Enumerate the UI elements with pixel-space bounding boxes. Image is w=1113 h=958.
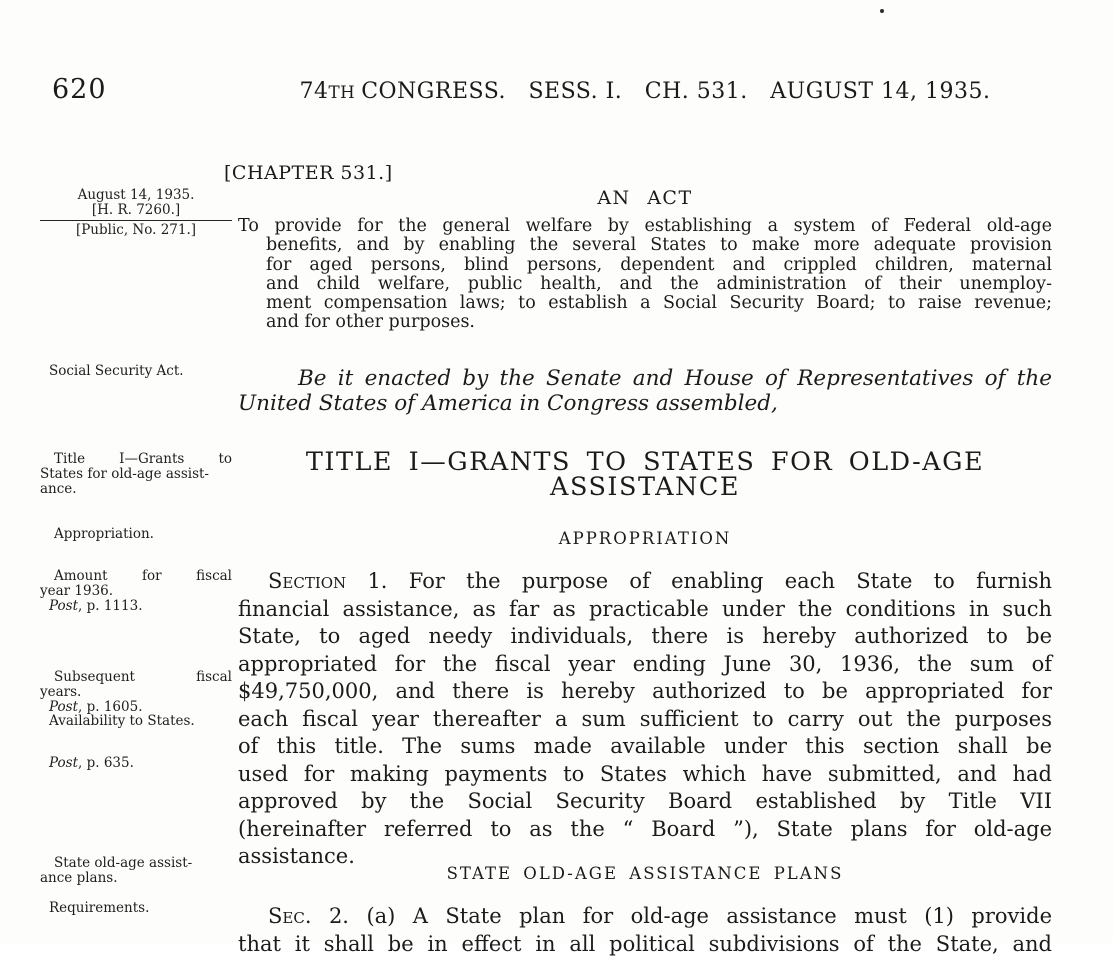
an-act-heading: AN ACT bbox=[238, 187, 1052, 209]
margin-title1-l1: Title I—Grants to bbox=[40, 452, 232, 467]
margin-bill-number: [H. R. 7260.] bbox=[40, 203, 232, 218]
margin-note-title1 bbox=[40, 452, 232, 497]
enacting-clause-line: United States of America in Congress assembled, bbox=[238, 392, 1052, 417]
post-ref-italic: Post bbox=[49, 699, 78, 715]
margin-post-635 bbox=[40, 756, 232, 771]
running-head-chapter: CH. 531. bbox=[645, 79, 748, 104]
section-1-line: assistance. bbox=[238, 843, 1052, 871]
running-head-congress-number: 74 bbox=[299, 79, 328, 104]
preamble-line: ment compensation laws; to establish a Social Security Board; to raise revenue; bbox=[238, 294, 1052, 313]
section-1-line: (hereinafter referred to as the “ Board ”), State plans for old-age bbox=[238, 816, 1052, 844]
section-2-lead: Sec. 2. bbox=[268, 904, 349, 928]
margin-public-number: [Public, No. 271.] bbox=[40, 223, 232, 238]
scan-artifact-dot bbox=[880, 9, 884, 13]
running-head-session: SESS. I. bbox=[528, 79, 622, 104]
post-ref-page: , p. 1605. bbox=[78, 699, 142, 715]
preamble-line: and child welfare, public health, and the administration of their unemploy- bbox=[238, 275, 1052, 294]
enacting-clause bbox=[238, 367, 1052, 416]
act-preamble bbox=[238, 217, 1052, 333]
margin-note-act-name bbox=[40, 364, 232, 379]
section-1-line-text: For the purpose of enabling each State to furnish bbox=[388, 569, 1053, 593]
margin-appropriation: Appropriation. bbox=[40, 527, 232, 542]
margin-state-plans-l1: State old-age assist- bbox=[40, 856, 232, 871]
state-plans-heading: STATE OLD-AGE ASSISTANCE PLANS bbox=[238, 864, 1052, 883]
running-head-ordinal: TH bbox=[328, 82, 355, 102]
section-1-line: of this title. The sums made available under this section shall be bbox=[238, 733, 1052, 761]
margin-note-date-bill bbox=[40, 188, 232, 238]
post-ref-page: , p. 635. bbox=[78, 755, 134, 771]
preamble-line: benefits, and by enabling the several States to make more adequate provision bbox=[238, 236, 1052, 255]
section-2-paragraph bbox=[238, 903, 1052, 958]
post-ref-page: , p. 1113. bbox=[78, 598, 142, 614]
chapter-heading: [CHAPTER 531.] bbox=[224, 162, 393, 184]
section-1-line: approved by the Social Security Board established by Title VII bbox=[238, 788, 1052, 816]
margin-amount-l2: year 1936. bbox=[40, 584, 232, 599]
margin-requirements: Requirements. bbox=[40, 901, 232, 916]
margin-note-post-635 bbox=[40, 756, 232, 771]
margin-subsequent-l2: years. bbox=[40, 685, 232, 700]
margin-amount-post bbox=[40, 599, 232, 614]
section-1-line: State, to aged needy individuals, there is hereby authorized to be bbox=[238, 623, 1052, 651]
section-2-line: that it shall be in effect in all political subdivisions of the State, and bbox=[238, 931, 1052, 958]
margin-act-name: Social Security Act. bbox=[40, 364, 232, 379]
margin-availability: Availability to States. bbox=[40, 714, 232, 729]
margin-subsequent-l1: Subsequent fiscal bbox=[40, 670, 232, 685]
section-1-line bbox=[238, 568, 1052, 596]
margin-note-requirements bbox=[40, 901, 232, 916]
appropriation-heading: APPROPRIATION bbox=[238, 529, 1052, 548]
title1-heading-line: TITLE I—GRANTS TO STATES FOR OLD-AGE bbox=[238, 450, 1052, 475]
post-ref-italic: Post bbox=[49, 598, 78, 614]
running-head-date: AUGUST 14, 1935. bbox=[770, 79, 990, 104]
title1-heading-line: ASSISTANCE bbox=[238, 475, 1052, 500]
section-1-lead: Section 1. bbox=[268, 569, 388, 593]
margin-note-amount bbox=[40, 569, 232, 614]
margin-note-availability bbox=[40, 714, 232, 729]
preamble-line: for aged persons, blind persons, dependent and crippled children, maternal bbox=[238, 256, 1052, 275]
section-1-line: each fiscal year thereafter a sum sufficient to carry out the purposes bbox=[238, 706, 1052, 734]
section-2-line bbox=[238, 903, 1052, 931]
post-ref-italic: Post bbox=[49, 755, 78, 771]
section-1-line: used for making payments to States which have submitted, and had bbox=[238, 761, 1052, 789]
margin-note-state-plans bbox=[40, 856, 232, 886]
margin-title1-l3: ance. bbox=[40, 482, 232, 497]
title1-heading bbox=[238, 450, 1052, 500]
margin-title1-l2: States for old-age assist- bbox=[40, 467, 232, 482]
margin-note-subsequent bbox=[40, 670, 232, 715]
margin-state-plans-l2: ance plans. bbox=[40, 871, 232, 886]
margin-note-appropriation bbox=[40, 527, 232, 542]
section-1-line: financial assistance, as far as practicable under the conditions in such bbox=[238, 596, 1052, 624]
preamble-line: and for other purposes. bbox=[238, 313, 1052, 332]
margin-rule bbox=[40, 220, 232, 221]
section-1-line: appropriated for the fiscal year ending June 30, 1936, the sum of bbox=[238, 651, 1052, 679]
preamble-line: To provide for the general welfare by establishing a system of Federal old-age bbox=[238, 217, 1052, 236]
section-1-paragraph bbox=[238, 568, 1052, 871]
enacting-clause-line: Be it enacted by the Senate and House of Representatives of the bbox=[238, 367, 1052, 392]
running-head-congress: CONGRESS. bbox=[361, 79, 506, 104]
margin-date: August 14, 1935. bbox=[40, 188, 232, 203]
section-2-line-text: (a) A State plan for old-age assistance must (1) provide bbox=[349, 904, 1052, 928]
page-number: 620 bbox=[52, 74, 107, 105]
section-1-line: $49,750,000, and there is hereby authorized to be appropriated for bbox=[238, 678, 1052, 706]
running-head bbox=[238, 79, 1052, 104]
margin-amount-l1: Amount for fiscal bbox=[40, 569, 232, 584]
